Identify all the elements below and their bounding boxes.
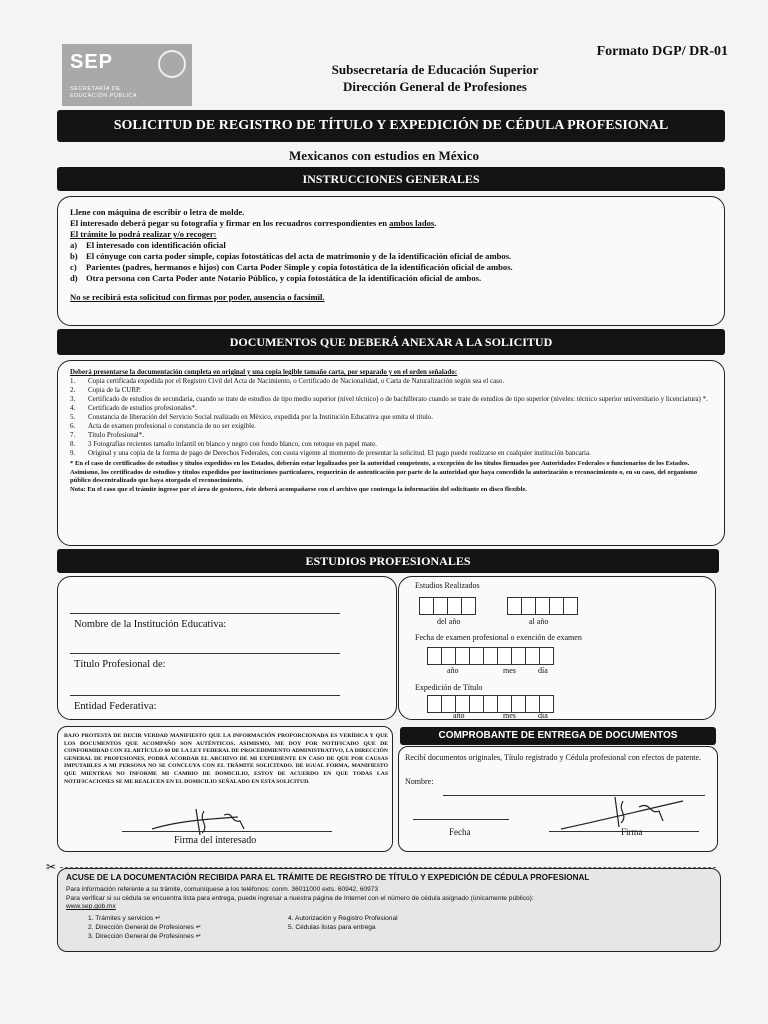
acuse-line: Para verificar si su cédula se encuentra lista para entrega, puede ingresar a nuestra página de Internet con el número de cédula asignado (únicamente público): xyxy=(66,894,534,902)
comprobante-fecha-line[interactable] xyxy=(413,819,509,820)
examen-date-input[interactable] xyxy=(427,647,553,665)
del-ano-input[interactable] xyxy=(419,597,475,615)
comprobante-box xyxy=(398,746,718,852)
sep-logo xyxy=(62,44,192,106)
instruccion-item xyxy=(70,273,710,284)
form-subtitle: Mexicanos con estudios en México xyxy=(289,148,479,163)
acuse-step: 5. Cédulas listas para entrega xyxy=(288,924,376,931)
protesta-box xyxy=(57,726,393,852)
examen-label: Fecha de examen profesional o exención de examen xyxy=(415,633,582,642)
acuse-step: 2. Dirección General de Profesiones ↵ xyxy=(88,924,202,931)
documentos-note: Nota: En el caso que el trámite ingrese por el área de gestores, éste deberá acompañarse con el archivo que contenga la información del solicitante en disco flexible. xyxy=(70,485,528,493)
documento-item xyxy=(70,449,710,458)
item-text: Constancia de liberación del Servicio Social realizado en México, expedida por la Institución Educativa que emita el título. xyxy=(88,413,434,421)
documentos-list xyxy=(70,377,710,458)
del-ano-label: del año xyxy=(437,617,461,626)
instruccion-item xyxy=(70,240,710,251)
fecha-label: Fecha xyxy=(449,827,471,837)
documentos-content xyxy=(70,368,710,494)
documento-item xyxy=(70,422,710,431)
comprobante-nombre-label: Nombre: xyxy=(405,777,434,786)
acuse-info xyxy=(66,886,716,912)
coat-of-arms-icon xyxy=(158,50,186,78)
item-text: Título Profesional*. xyxy=(88,431,144,439)
acuse-step: 3. Dirección General de Profesiones ↵ xyxy=(88,933,202,940)
acuse-line: Para información referente a su trámite, comuníquese a los teléfonos: conm. 36011000 exts. 60942, 60973 xyxy=(66,886,379,893)
documento-item xyxy=(70,377,710,386)
instrucciones-content xyxy=(70,207,710,303)
estudios-realizados-label: Estudios Realizados xyxy=(415,581,480,590)
item-text: Parientes (padres, hermanos e hijos) con Carta Poder Simple y copia fotostática de la identificación oficial de ambos. xyxy=(86,262,513,272)
documentos-note: * En el caso de certificados de estudios y títulos expedidos en los Estados, deberán estar legalizados por la autoridad competente, a excepción de los títulos firmados por Autoridades Federales o funcionarios de los Estados. Asimismo, los certificados de estudios y títulos expedidos por instituciones particulares, requerirán de autenticación por parte de la autoridad que haya concedido la autorización o reconocimiento o, en su caso, del organismo público descentralizado que haya otorgado el reconocimiento. xyxy=(70,460,698,485)
titulo-line[interactable] xyxy=(70,653,340,654)
estudios-right-box xyxy=(398,576,716,720)
documentos-box xyxy=(57,360,725,546)
firma-label: Firma xyxy=(621,827,643,837)
acuse-box xyxy=(57,868,721,952)
documento-item xyxy=(70,404,710,413)
item-text: Certificado de estudios de secundaria, cuando se trate de estudios de tipo medio superior (nivel técnico) o de bachillerato cuando se trate de estudios de tipo superior (niveles: técnico superior universitario y licenciatura) *. xyxy=(88,395,708,403)
al-ano-input[interactable] xyxy=(507,597,577,615)
item-text: Acta de examen profesional o constancia de no ser exigible. xyxy=(88,422,256,430)
instrucciones-list xyxy=(70,240,710,284)
instruccion-line: El trámite lo podrá realizar y/o recoger: xyxy=(70,229,217,239)
item-key: 9. xyxy=(70,449,76,457)
ano-label: año xyxy=(447,666,459,675)
acuse-step: 1. Trámites y servicios ↵ xyxy=(88,915,161,922)
acuse-steps-col2 xyxy=(288,914,398,932)
item-key: 4. xyxy=(70,404,76,412)
entidad-line[interactable] xyxy=(70,695,340,696)
instrucciones-heading: INSTRUCCIONES GENERALES xyxy=(57,167,725,191)
item-key: 6. xyxy=(70,422,76,430)
mes-label: mes xyxy=(503,666,516,675)
instruccion-line: El interesado deberá pegar su fotografía y firmar en los recuadros correspondientes en ambos lados. xyxy=(70,218,437,228)
protesta-text: BAJO PROTESTA DE DECIR VERDAD MANIFIESTO QUE LA INFORMACIÓN PROPORCIONADA ES VERÍDICA Y QUE LOS DOCUMENTOS QUE ACOMPAÑO SON AUTÉNTICOS, ASIMISMO, ME DOY POR NOTIFICADO QUE DE CONFORMIDAD CON EL ARTÍCULO 60 DE LA LEY FEDERAL DE PROCEDIMIENTO ADMINISTRATIVO, LA DIRECCIÓN GENERAL DE PROFESIONES, PODRÁ ACORDAR EL ARCHIVO DE MI EXPEDIENTE EN CASO DE QUE POR CAUSAS IMPUTABLES A MI PERSONA NO SE CONCLUYA CON EL TRÁMITE SOLICITADO. DE IGUAL FORMA, MANIFIESTO QUE MIENTRAS NO INFORME MI CAMBIO DE DOMICILIO, ESTOY DE ACUERDO EN QUE TODAS LAS NOTIFICACIONES SE ME REALICEN EN EL DOMICILIO SEÑALADO EN ESTA SOLICITUD. xyxy=(64,733,388,785)
ano-label: año xyxy=(453,711,465,720)
item-key: 7. xyxy=(70,431,76,439)
item-text: Original y una copia de la forma de pago de Derechos Federales, con cuota vigente al momento de presentar la solicitud. El pago puede realizarse en cualquier institución bancaria. xyxy=(88,449,591,457)
estudios-heading: ESTUDIOS PROFESIONALES xyxy=(57,549,719,573)
acuse-url[interactable]: www.sep.gob.mx xyxy=(66,903,116,911)
item-key: 1. xyxy=(70,377,76,385)
documento-item xyxy=(70,440,710,449)
mes-label: mes xyxy=(503,711,516,720)
dia-label: día xyxy=(538,666,548,675)
signature-icon xyxy=(148,807,278,837)
item-key: 2. xyxy=(70,386,76,394)
instrucciones-box xyxy=(57,196,725,326)
instrucciones-footer: No se recibirá esta solicitud con firmas por poder, ausencia o facsimil. xyxy=(70,292,325,302)
instruccion-item xyxy=(70,262,710,273)
documentos-intro: Deberá presentarse la documentación completa en original y una copia legible tamaño carta, por separado y en el orden señalado: xyxy=(70,368,458,376)
item-key: c) xyxy=(70,262,77,272)
item-text: El cónyuge con carta poder simple, copias fotostáticas del acta de matrimonio y de la identificación oficial de ambos. xyxy=(86,251,512,261)
documentos-heading: DOCUMENTOS QUE DEBERÁ ANEXAR A LA SOLICITUD xyxy=(57,329,725,355)
item-key: 5. xyxy=(70,413,76,421)
item-text: Certificado de estudios profesionales*. xyxy=(88,404,197,412)
item-key: d) xyxy=(70,273,78,283)
institucion-label: Nombre de la Institución Educativa: xyxy=(74,619,227,630)
documento-item xyxy=(70,386,710,395)
acuse-step: 4. Autorización y Registro Profesional xyxy=(288,915,398,922)
acuse-steps-col1 xyxy=(88,914,201,941)
documento-item xyxy=(70,431,710,440)
item-text: Copia certificada expedida por el Registro Civil del Acta de Nacimiento, o Certificado de Nacionalidad, o Carta de Naturalización según sea el caso. xyxy=(88,377,505,385)
logo-text: SEP xyxy=(70,51,114,73)
item-key: b) xyxy=(70,251,78,261)
instruccion-item xyxy=(70,251,710,262)
logo-subtitle: SECRETARÍA DE EDUCACIÓN PÚBLICA xyxy=(70,86,138,99)
comprobante-text: Recibí documentos originales, Título registrado y Cédula profesional con efectos de patente. xyxy=(405,753,701,762)
titulo-label: Título Profesional de: xyxy=(74,659,166,670)
dia-label: día xyxy=(538,711,548,720)
expedicion-label: Expedición de Título xyxy=(415,683,483,692)
form-title-bar: SOLICITUD DE REGISTRO DE TÍTULO Y EXPEDICIÓN DE CÉDULA PROFESIONAL xyxy=(57,110,725,142)
institucion-line[interactable] xyxy=(70,613,340,614)
item-text: 3 Fotografías recientes tamaño infantil en blanco y negro con fondo blanco, con retoque en papel mate. xyxy=(88,440,377,448)
comprobante-heading: COMPROBANTE DE ENTREGA DE DOCUMENTOS xyxy=(400,727,716,745)
entidad-label: Entidad Federativa: xyxy=(74,701,157,712)
acuse-title: ACUSE DE LA DOCUMENTACIÓN RECIBIDA PARA EL TRÁMITE DE REGISTRO DE TÍTULO Y EXPEDICIÓN DE CÉDULA PROFESIONAL xyxy=(66,873,590,882)
item-key: 3. xyxy=(70,395,76,403)
item-key: a) xyxy=(70,240,78,250)
documento-item xyxy=(70,413,710,422)
scissors-icon: ✂ xyxy=(46,860,57,874)
format-code: Formato DGP/ DR-01 xyxy=(596,44,728,59)
firma-interesado-label: Firma del interesado xyxy=(174,835,257,846)
firma-interesado-line[interactable] xyxy=(122,831,332,832)
expedicion-date-input[interactable] xyxy=(427,695,553,713)
item-key: 8. xyxy=(70,440,76,448)
item-text: Copia de la CURP. xyxy=(88,386,141,394)
estudios-left-box xyxy=(57,576,397,720)
al-ano-label: al año xyxy=(529,617,549,626)
subsecretaria: Subsecretaría de Educación Superior xyxy=(331,62,539,77)
documento-item xyxy=(70,395,710,404)
instruccion-line: Llene con máquina de escribir o letra de molde. xyxy=(70,207,245,217)
item-text: El interesado con identificación oficial xyxy=(86,240,226,250)
item-text: Otra persona con Carta Poder ante Notario Público, y copia fotostática de la identificación oficial de ambos. xyxy=(86,273,482,283)
direccion: Dirección General de Profesiones xyxy=(342,79,527,94)
